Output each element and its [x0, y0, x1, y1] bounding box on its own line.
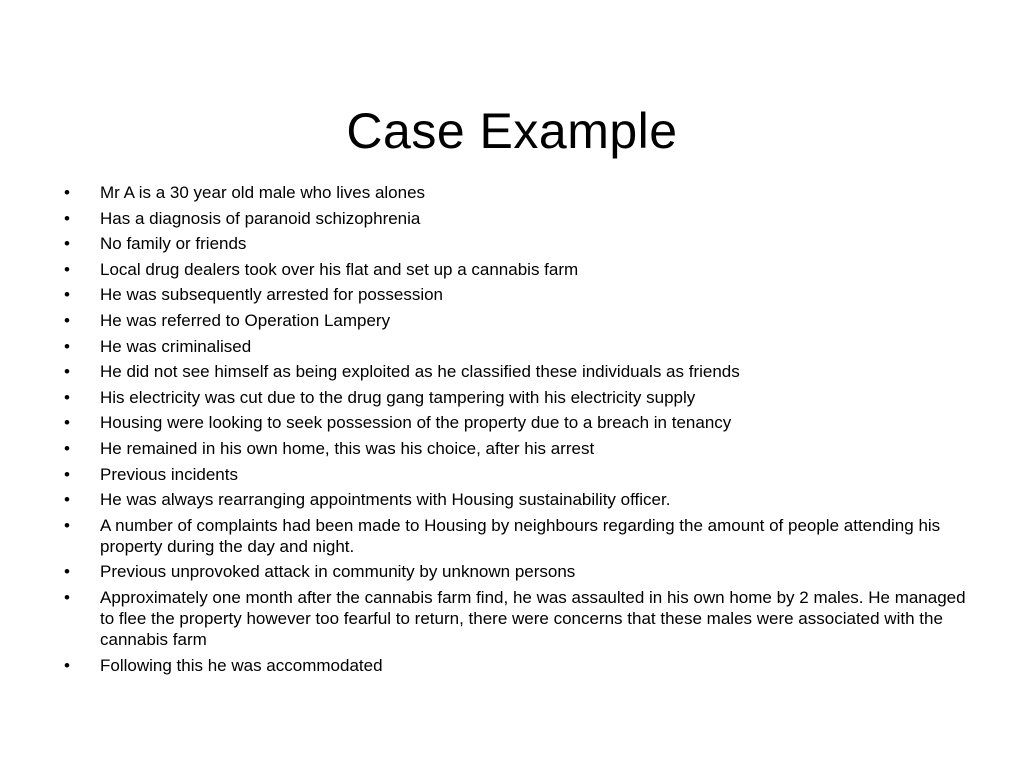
bullet-icon: • [64, 587, 70, 607]
bullet-text: Following this he was accommodated [100, 655, 383, 675]
list-item [60, 361, 980, 382]
bullet-icon: • [64, 438, 70, 458]
bullet-icon: • [64, 655, 70, 675]
bullet-icon: • [64, 336, 70, 356]
bullet-text: He was always rearranging appointments with Housing sustainability officer. [100, 490, 671, 510]
bullet-icon: • [64, 387, 70, 407]
list-item [60, 655, 980, 676]
bullet-text: He was referred to Operation Lampery [100, 310, 391, 330]
list-item [60, 233, 980, 254]
bullet-text: Housing were looking to seek possession of the property due to a breach in tenancy [100, 413, 732, 433]
bullet-text: Previous unprovoked attack in community by unknown persons [100, 562, 576, 582]
bullet-icon: • [64, 515, 70, 535]
bullet-icon: • [64, 310, 70, 330]
bullet-icon: • [64, 259, 70, 279]
list-item [60, 259, 980, 280]
list-item [60, 561, 980, 582]
bullet-text: Approximately one month after the cannabis farm find, he was assaulted in his own home by 2 males. He managed to flee the property however too fearful to return, there were concerns that these males were associated with the cannabis farm [100, 587, 966, 649]
bullet-text: His electricity was cut due to the drug gang tampering with his electricity supply [100, 387, 696, 407]
list-item [60, 284, 980, 305]
bullet-text: He was criminalised [100, 336, 252, 356]
list-item [60, 336, 980, 357]
bullet-icon: • [64, 562, 70, 582]
list-item [60, 387, 980, 408]
list-item [60, 412, 980, 433]
bullet-icon: • [64, 183, 70, 202]
bullet-text: Previous incidents [100, 464, 238, 484]
slide-title: Case Example [346, 102, 678, 159]
list-item [60, 310, 980, 331]
list-item [60, 438, 980, 459]
bullet-text: Mr A is a 30 year old male who lives alones [100, 183, 426, 202]
bullet-text: A number of complaints had been made to Housing by neighbours regarding the amount of people attending his property during the day and night. [100, 515, 941, 556]
bullet-text: He was subsequently arrested for possession [100, 285, 444, 305]
bullet-icon: • [64, 413, 70, 433]
bullet-icon: • [64, 285, 70, 305]
bullet-icon: • [64, 208, 70, 228]
bullet-text: Local drug dealers took over his flat and set up a cannabis farm [100, 259, 579, 279]
bullet-text: Has a diagnosis of paranoid schizophrenia [100, 208, 421, 228]
bullet-icon: • [64, 464, 70, 484]
bullet-text: No family or friends [100, 234, 247, 254]
list-item [60, 515, 980, 557]
list-item [60, 489, 980, 510]
bullet-icon: • [64, 362, 70, 382]
bullet-icon: • [64, 490, 70, 510]
list-item [60, 464, 980, 485]
list-item [60, 208, 980, 229]
list-item [60, 182, 980, 203]
bullet-icon: • [64, 234, 70, 254]
bullet-list [60, 182, 980, 680]
bullet-text: He did not see himself as being exploited as he classified these individuals as friends [100, 362, 740, 382]
bullet-text: He remained in his own home, this was his choice, after his arrest [100, 438, 595, 458]
list-item [60, 587, 980, 650]
